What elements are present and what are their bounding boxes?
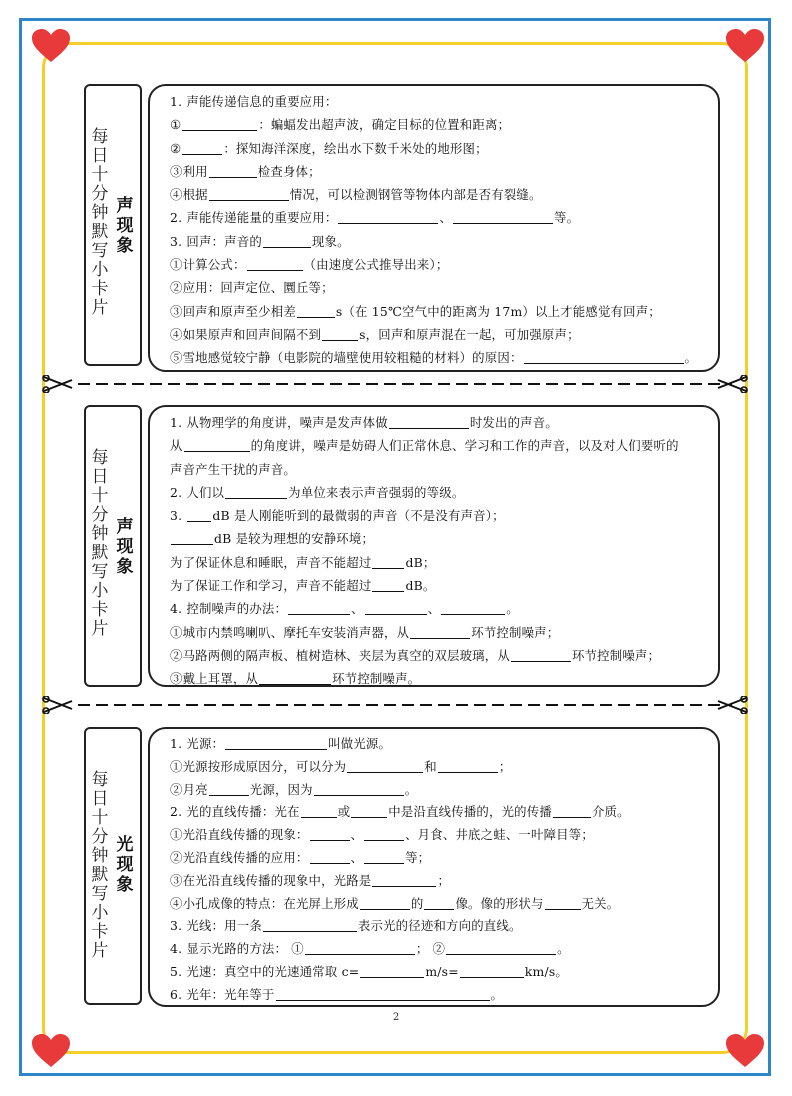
- line-text: ③在光沿直线传播的现象中，光路是: [170, 872, 372, 888]
- line-text: 5. 光速：真空中的光速通常取 c=: [170, 963, 360, 979]
- fill-in-blank[interactable]: [225, 484, 287, 499]
- line-text: 为单位来表示声音强弱的等级。: [288, 484, 465, 500]
- line-text: dB 是人刚能听到的最微弱的声音（不是没有声音）；: [212, 508, 505, 524]
- fill-in-blank[interactable]: [438, 758, 498, 773]
- line-text: ；: [498, 758, 512, 774]
- text-line: [170, 893, 718, 916]
- line-text: 、: [350, 827, 364, 843]
- fill-in-blank[interactable]: [389, 414, 469, 429]
- line-text: 和: [424, 758, 437, 774]
- line-text: ：蝙蝠发出超声波，确定目标的位置和距离；: [258, 117, 511, 133]
- line-text: 无关。: [581, 895, 620, 911]
- fill-in-blank[interactable]: [424, 895, 454, 910]
- text-line: [170, 300, 718, 323]
- line-text: 中是沿直线传播的，光的传播: [388, 804, 552, 820]
- line-text: dB。: [405, 578, 436, 594]
- line-text: ④如果原声和回声间隔不到: [170, 326, 322, 342]
- fill-in-blank[interactable]: [360, 895, 410, 910]
- text-line: [170, 961, 718, 984]
- line-text: ④小孔成像的特点：在光屏上形成: [170, 895, 359, 911]
- fill-in-blank[interactable]: [310, 849, 350, 864]
- scissors-icon: [43, 696, 72, 714]
- line-text: 1. 声能传递信息的重要应用：: [170, 94, 338, 109]
- page-number: 2: [392, 1012, 400, 1023]
- fill-in-blank[interactable]: [372, 577, 404, 592]
- fill-in-blank[interactable]: [365, 600, 427, 615]
- line-text: dB 是较为理想的安静环境；: [214, 531, 375, 547]
- fill-in-blank[interactable]: [553, 803, 591, 818]
- text-line: [170, 756, 718, 779]
- text-line: [170, 434, 718, 457]
- line-text: 等；: [405, 849, 431, 865]
- line-text: 从: [170, 438, 183, 454]
- card-label: [84, 727, 142, 1005]
- fill-in-blank[interactable]: [511, 647, 571, 662]
- line-text: dB；: [405, 554, 436, 570]
- fill-in-blank[interactable]: [301, 803, 337, 818]
- text-line: [170, 411, 718, 434]
- line-text: 现象。: [311, 233, 350, 249]
- line-text: 像。像的形状与: [455, 895, 544, 911]
- line-text: ⑤雪地感觉较宁静（电影院的墙壁使用较粗糙的材料）的原因：: [170, 350, 523, 366]
- text-line: [170, 458, 718, 481]
- line-text: ②马路两侧的隔声板、植树造林、夹层为真空的双层玻璃，从: [170, 647, 510, 663]
- line-text: 为了保证工作和学习，声音不能超过: [170, 578, 372, 594]
- line-text: 、月食、井底之蛙、一叶障目等；: [405, 827, 594, 843]
- fill-in-blank[interactable]: [209, 163, 257, 178]
- text-line: [170, 733, 718, 756]
- line-text: 2. 光的直线传播：光在: [170, 804, 300, 820]
- fill-in-blank[interactable]: [314, 781, 404, 796]
- fill-in-blank[interactable]: [209, 186, 289, 201]
- line-text: s，回声和原声混在一起，可加强原声；: [359, 326, 580, 342]
- line-text: 。: [404, 781, 418, 797]
- line-text: 1. 光源：: [170, 736, 225, 751]
- text-line: [170, 824, 718, 847]
- line-text: 叫做光源。: [328, 736, 392, 751]
- line-text: ②: [170, 140, 182, 156]
- fill-in-blank[interactable]: [263, 917, 357, 932]
- text-line: [170, 551, 718, 574]
- card-side-title: 光 现 象: [116, 835, 134, 895]
- fill-in-blank[interactable]: [364, 849, 404, 864]
- line-text: 的: [410, 895, 424, 911]
- text-line: [170, 346, 718, 369]
- fill-in-blank[interactable]: [182, 116, 257, 131]
- line-text: 表示光的径迹和方向的直线。: [357, 918, 522, 934]
- fill-in-blank[interactable]: [351, 803, 387, 818]
- fill-in-blank[interactable]: [305, 940, 415, 955]
- line-text: ①光源按形成原因分，可以分为: [170, 758, 347, 774]
- line-text: ④根据: [170, 187, 208, 203]
- cut-line: [42, 375, 748, 393]
- fill-in-blank[interactable]: [310, 826, 350, 841]
- line-text: 等。: [554, 210, 580, 226]
- fill-in-blank[interactable]: [225, 735, 327, 750]
- fill-in-blank[interactable]: [184, 437, 250, 452]
- line-text: ③戴上耳罩，从: [170, 671, 259, 687]
- line-text: ②光沿直线传播的应用：: [170, 849, 309, 865]
- line-text: 。: [506, 601, 519, 617]
- text-line: [170, 644, 718, 667]
- fill-in-blank[interactable]: [187, 507, 211, 522]
- line-text: ②月亮: [170, 781, 208, 797]
- text-line: [170, 667, 718, 690]
- line-text: 的角度讲，噪声是妨碍人们正常休息、学习和工作的声音，以及对人们要听的: [250, 438, 679, 454]
- line-text: 。: [490, 986, 504, 1002]
- line-text: 2. 人们以: [170, 484, 225, 500]
- line-text: 环节控制噪声；: [571, 647, 661, 663]
- line-text: 1. 从物理学的角度讲，噪声是发声体做: [170, 415, 388, 430]
- text-line: [170, 527, 718, 550]
- line-text: ：探知海洋深度，绘出水下数千米处的地形图；: [223, 140, 488, 156]
- line-text: 4. 控制噪声的办法：: [170, 601, 288, 617]
- fill-in-blank[interactable]: [259, 670, 331, 685]
- fill-in-blank[interactable]: [297, 303, 335, 318]
- line-text: 3. 回声：声音的: [170, 233, 262, 249]
- fill-in-blank[interactable]: [182, 140, 222, 155]
- line-text: 2. 声能传递能量的重要应用：: [170, 210, 338, 226]
- line-text: 情况，可以检测钢管等物体内部是否有裂缝。: [289, 187, 542, 203]
- fill-in-blank[interactable]: [276, 986, 490, 1001]
- card-content: [148, 84, 720, 372]
- heart-icon: [725, 1033, 765, 1069]
- line-text: 3. 光线：用一条: [170, 918, 262, 934]
- fill-in-blank[interactable]: [288, 600, 350, 615]
- fill-in-blank[interactable]: [360, 963, 424, 978]
- fill-in-blank[interactable]: [372, 872, 436, 887]
- line-text: ； ②: [415, 941, 446, 957]
- line-text: ③回声和原声至少相差: [170, 303, 296, 319]
- fill-in-blank[interactable]: [410, 624, 470, 639]
- text-line: [170, 90, 718, 113]
- line-text: 介质。: [591, 804, 630, 820]
- card-side-title: 声 现 象: [116, 196, 134, 256]
- line-text: 6. 光年：光年等于: [170, 986, 275, 1002]
- line-text: ③利用: [170, 163, 208, 179]
- line-text: 、: [351, 601, 364, 617]
- card-side-title: 声 现 象: [116, 517, 134, 577]
- line-text: 。: [684, 350, 698, 366]
- line-text: 或: [337, 804, 351, 820]
- line-text: （由速度公式推导出来）；: [303, 257, 449, 273]
- text-line: [170, 113, 718, 136]
- text-line: [170, 137, 718, 160]
- line-text: ①计算公式：: [170, 257, 246, 273]
- text-line: [170, 870, 718, 893]
- line-text: ①: [170, 117, 182, 133]
- line-text: 环节控制噪声。: [332, 671, 421, 687]
- text-line: [170, 230, 718, 253]
- line-text: 声音产生干扰的声音。: [170, 461, 296, 477]
- text-line: [170, 206, 718, 229]
- heart-icon: [31, 1033, 71, 1069]
- scissors-icon: [718, 375, 747, 393]
- card-content: [148, 727, 720, 1007]
- scissors-icon: [43, 375, 72, 393]
- fill-in-blank[interactable]: [347, 758, 423, 773]
- line-text: 3.: [170, 508, 187, 524]
- text-line: [170, 938, 718, 961]
- fill-in-blank[interactable]: [263, 233, 311, 248]
- text-line: [170, 801, 718, 824]
- fill-in-blank[interactable]: [446, 940, 556, 955]
- fill-in-blank[interactable]: [460, 963, 524, 978]
- text-line: [170, 984, 718, 1007]
- text-line: [170, 183, 718, 206]
- text-line: [170, 779, 718, 802]
- text-line: [170, 276, 718, 299]
- line-text: 检查身体；: [257, 163, 321, 179]
- fill-in-blank[interactable]: [453, 209, 553, 224]
- line-text: km/s。: [524, 963, 568, 979]
- fill-in-blank[interactable]: [372, 554, 404, 569]
- card-label: [84, 84, 142, 366]
- line-text: 环节控制噪声；: [471, 624, 560, 640]
- fill-in-blank[interactable]: [322, 326, 358, 341]
- line-text: 4. 显示光路的方法： ①: [170, 941, 304, 957]
- line-text: ①城市内禁鸣喇叭、摩托车安装消声器，从: [170, 624, 410, 640]
- card-label: [84, 405, 142, 687]
- line-text: s（在 15℃空气中的距离为 17m）以上才能感觉有回声；: [335, 303, 661, 319]
- fill-in-blank[interactable]: [171, 530, 213, 545]
- text-line: [170, 504, 718, 527]
- card-side-text: 每 日 十 分 钟 默 写 小 卡 片: [91, 127, 109, 318]
- fill-in-blank[interactable]: [247, 256, 303, 271]
- line-text: 时发出的声音。: [469, 415, 558, 430]
- line-text: 为了保证休息和睡眠，声音不能超过: [170, 554, 372, 570]
- text-line: [170, 481, 718, 504]
- text-line: [170, 253, 718, 276]
- text-line: [170, 160, 718, 183]
- text-line: [170, 847, 718, 870]
- text-line: [170, 621, 718, 644]
- fill-in-blank[interactable]: [364, 826, 404, 841]
- line-text: ；: [437, 872, 451, 888]
- line-text: 、: [439, 210, 453, 226]
- fill-in-blank[interactable]: [209, 781, 249, 796]
- line-text: ②应用：回声定位、圜丘等；: [170, 280, 334, 296]
- card-side-text: 每 日 十 分 钟 默 写 小 卡 片: [91, 448, 109, 639]
- text-line: [170, 915, 718, 938]
- line-text: 、: [427, 601, 441, 617]
- card-side-text: 每 日 十 分 钟 默 写 小 卡 片: [91, 770, 109, 961]
- cut-line: [42, 696, 748, 714]
- text-line: [170, 597, 718, 620]
- heart-icon: [31, 28, 71, 64]
- line-text: m/s=: [425, 963, 459, 979]
- fill-in-blank[interactable]: [524, 349, 684, 364]
- heart-icon: [725, 28, 765, 64]
- scissors-icon: [718, 696, 747, 714]
- line-text: 。: [557, 941, 570, 957]
- fill-in-blank[interactable]: [441, 600, 505, 615]
- text-line: [170, 323, 718, 346]
- text-line: [170, 574, 718, 597]
- line-text: ①光沿直线传播的现象：: [170, 827, 309, 843]
- fill-in-blank[interactable]: [545, 895, 581, 910]
- line-text: 光源，因为: [249, 781, 313, 797]
- card-content: [148, 405, 720, 687]
- line-text: 、: [350, 849, 364, 865]
- fill-in-blank[interactable]: [338, 209, 438, 224]
